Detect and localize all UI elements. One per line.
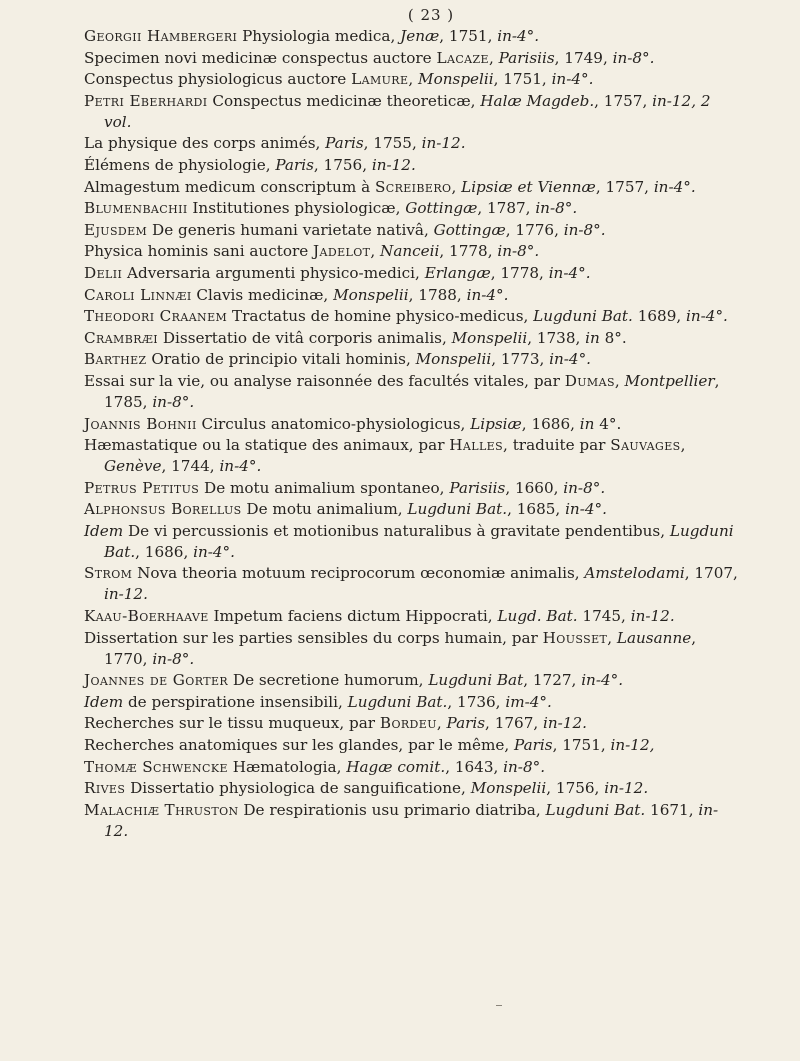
bibliography-entry (84, 371, 738, 413)
bibliography-entry (84, 328, 738, 349)
author-name: Rives (84, 779, 126, 798)
italic-text: Halæ Magdeb. (480, 91, 595, 110)
entry-text: Élémens de physiologie, (84, 155, 276, 174)
bibliography-entry (84, 48, 738, 69)
entry-text: , 1751, (493, 70, 552, 89)
entry-text: De secretione humorum, (228, 671, 429, 690)
italic-text: Parisiis (498, 48, 555, 67)
author-name: Strom (84, 564, 133, 583)
bibliography-entry (84, 133, 738, 154)
bibliography-entry (84, 263, 738, 284)
bibliography-entry (84, 800, 738, 842)
entry-text: 1671, (645, 800, 699, 819)
italic-text: in-12, (610, 736, 655, 755)
italic-text: Lugduni Bat. (545, 800, 646, 819)
entry-text: , 1776, (505, 220, 564, 239)
italic-text: in-8°. (503, 757, 546, 776)
italic-text: in-8°. (152, 649, 195, 668)
entry-text: , 1685, (507, 500, 566, 519)
italic-text: Paris (514, 736, 553, 755)
italic-text: Lausanne (616, 628, 692, 647)
entry-text: , (488, 48, 499, 67)
bibliography-entry (84, 499, 738, 520)
entry-text: , 1756, (313, 155, 372, 174)
italic-text: in-12. (543, 714, 587, 733)
author-name: Kaau-Boerhaave (84, 607, 209, 626)
italic-text: in-4°. (581, 671, 624, 690)
bibliography-entry (84, 306, 738, 327)
bibliography-entry (84, 692, 738, 713)
author-name: Halles (449, 436, 504, 455)
author-name: Alphonsus Borellus (84, 500, 242, 519)
italic-text: Lipsiæ (470, 414, 522, 433)
italic-text: in-12. (104, 800, 719, 840)
entry-text: De motu animalium spontaneo, (199, 478, 450, 497)
entry-text: La physique des corps animés, (84, 134, 326, 153)
author-name: Theodori Craanem (84, 307, 228, 326)
bibliography-entry (84, 606, 738, 627)
author-name: Georgii Hambergeri (84, 27, 238, 45)
entry-text: , 1751, (439, 27, 498, 45)
entry-text: Recherches anatomiques sur les glandes, par le même, (84, 736, 515, 755)
bibliography-entry (84, 198, 738, 219)
entry-text: 1745, (577, 607, 631, 626)
entry-text: , 1778, (439, 242, 498, 261)
entry-text: Nova theoria motuum reciprocorum œconomiæ animalis, (132, 564, 585, 583)
italic-text: Lugduni Bat. (104, 521, 734, 561)
author-name: Delii (84, 263, 123, 282)
entry-text: , (451, 177, 462, 196)
author-name: Lamure (351, 70, 409, 89)
bibliography-entry (84, 414, 738, 435)
entry-text: , 1788, (408, 285, 467, 304)
italic-text: Idem (84, 692, 124, 711)
entry-text: De motu animalium, (241, 500, 408, 519)
italic-text: in-8°. (563, 220, 606, 239)
italic-text: Monspelii (470, 779, 547, 798)
author-name: Petrus Petitus (84, 478, 200, 497)
italic-text: in-8°. (535, 199, 578, 218)
entry-text: , 1756, (546, 779, 605, 798)
italic-text: Parisiis (449, 478, 506, 497)
italic-text: Monspelii (333, 285, 409, 304)
entry-text: 4°. (594, 414, 622, 433)
entry-text: , (614, 371, 625, 390)
italic-text: Gottingæ (433, 220, 506, 239)
entry-text: de perspiratione insensibili, (123, 692, 348, 711)
author-name: Petri Eberhardi (84, 91, 208, 110)
entry-text: De generis humani varietate nativâ, (147, 220, 434, 239)
entry-text: Dissertatio de vitâ corporis animalis, (158, 328, 452, 347)
entry-text: , 1767, (485, 714, 544, 733)
author-name: Lacaze (436, 48, 489, 67)
entry-text: Dissertatio physiologica de sanguificatione, (125, 779, 471, 798)
italic-text: Nanceii (380, 242, 440, 261)
italic-text: Lugd. Bat. (497, 607, 578, 626)
entry-text: , 1744, (161, 457, 220, 476)
author-name: Blumenbachii (84, 199, 188, 218)
author-name: Crambræi (84, 328, 159, 347)
entry-text: , 1755, (363, 134, 422, 153)
entry-text: 1689, (632, 307, 687, 326)
entry-text: , (370, 242, 381, 261)
entry-text: , 1770, (104, 628, 697, 668)
italic-text: in-4°. (565, 500, 607, 519)
author-name: Caroli Linnæi (84, 285, 192, 304)
author-name: Dumas (564, 371, 615, 390)
bibliography-entry (84, 155, 738, 176)
bibliography-entry (84, 69, 738, 90)
italic-text: in-4°. (686, 307, 728, 326)
entry-text: , 1751, (552, 736, 611, 755)
entry-text: , traduite par (503, 436, 611, 455)
italic-text: in (579, 414, 595, 433)
bibliography-list (84, 26, 738, 842)
bibliography-entry (84, 285, 738, 306)
author-name: Joannis Bohnii (84, 414, 197, 433)
author-name: Joannes de Gorter (84, 671, 229, 690)
scan-mark (496, 1005, 502, 1006)
italic-text: in-4°. (548, 263, 591, 282)
italic-text: in-12. (630, 607, 675, 626)
author-name: Bordeu (379, 714, 437, 733)
entry-text: Conspectus medicinæ theoreticæ, (207, 91, 481, 110)
entry-text: , 1686, (135, 542, 194, 561)
entry-text: Tractatus de homine physico-medicus, (227, 307, 534, 326)
entry-text: Physica hominis sani auctore (84, 242, 314, 261)
entry-text: Institutiones physiologicæ, (187, 199, 406, 218)
author-name: Housset (542, 628, 608, 647)
author-name: Thomæ Schwencke (84, 757, 228, 776)
bibliography-entry (84, 91, 738, 133)
italic-text: Lugduni Bat. (407, 500, 508, 519)
bibliography-entry (84, 521, 738, 563)
entry-text: De vi percussionis et motionibus naturalibus à gravitate pendentibus, (123, 521, 670, 540)
entry-text: Oratio de principio vitali hominis, (146, 350, 416, 369)
bibliography-entry (84, 220, 738, 241)
italic-text: in-8°. (612, 48, 655, 67)
entry-text: Conspectus physiologicus auctore (84, 70, 352, 89)
italic-text: in-4°. (551, 70, 594, 89)
italic-text: Paris (275, 155, 314, 174)
italic-text: Montpellier (624, 371, 715, 390)
entry-text: Adversaria argumenti physico-medici, (122, 263, 425, 282)
entry-text: , 1686, (521, 414, 580, 433)
entry-text: De respirationis usu primario diatriba, (238, 800, 546, 819)
entry-text: Dissertation sur les parties sensibles du corps humain, par (84, 628, 543, 647)
entry-text: Hæmastatique ou la statique des animaux, par (84, 436, 450, 455)
entry-text: Clavis medicinæ, (191, 285, 334, 304)
entry-text: , 1773, (491, 350, 550, 369)
italic-text: im-4°. (505, 692, 552, 711)
entry-text: Hæmatologia, (227, 757, 347, 776)
entry-text: Physiologia medica, (237, 27, 401, 45)
italic-text: Idem (84, 521, 124, 540)
bibliography-entry (84, 349, 738, 370)
bibliography-entry (84, 757, 738, 778)
entry-text: , (680, 436, 686, 455)
bibliography-entry (84, 670, 738, 691)
italic-text: in (585, 328, 600, 347)
entry-text: Impetum faciens dictum Hippocrati, (208, 607, 498, 626)
italic-text: in-4°. (497, 27, 540, 45)
entry-text: , 1749, (554, 48, 613, 67)
italic-text: in-8°. (497, 242, 540, 261)
bibliography-entry (84, 241, 738, 262)
italic-text: Hagæ comit. (346, 757, 446, 776)
entry-text: Almagestum medicum conscriptum à (84, 177, 375, 196)
author-name: Jadelot (313, 242, 371, 261)
italic-text: Paris (325, 134, 364, 153)
author-name: Barthez (84, 350, 147, 369)
italic-text: in-12. (421, 134, 466, 153)
italic-text: in-4°. (219, 457, 262, 476)
italic-text: Lipsiæ et Viennæ (461, 177, 596, 196)
bibliography-entry (84, 563, 738, 605)
author-name: Sauvages (610, 436, 681, 455)
italic-text: Paris (446, 714, 486, 733)
italic-text: Amstelodami (584, 564, 685, 583)
italic-text: Erlangæ (424, 263, 491, 282)
italic-text: in-12. (104, 585, 148, 604)
author-name: Malachiæ Thruston (84, 800, 239, 819)
bibliography-entry (84, 26, 738, 47)
bibliography-entry (84, 628, 738, 670)
bibliography-entry (84, 435, 738, 477)
bibliography-entry (84, 713, 738, 734)
entry-text: , 1785, (104, 371, 720, 411)
italic-text: Lugduni Bat. (347, 692, 448, 711)
entry-text: , (408, 70, 419, 89)
entry-text: , 1643, (445, 757, 504, 776)
italic-text: Jenæ (400, 27, 440, 45)
italic-text: Monspelii (451, 328, 528, 347)
entry-text: , 1736, (447, 692, 506, 711)
bibliography-entry (84, 735, 738, 756)
author-name: Ejusdem (84, 220, 148, 239)
italic-text: Lugduni Bat (428, 671, 524, 690)
italic-text: in-4°. (466, 285, 509, 304)
italic-text: Genève (104, 457, 162, 476)
entry-text: , 1738, (527, 328, 586, 347)
italic-text: Monspelii (418, 70, 494, 89)
bibliography-entry (84, 177, 738, 198)
italic-text: in-4°. (653, 177, 696, 196)
italic-text: Monspelii (415, 350, 492, 369)
page-number: ( 23 ) (407, 6, 455, 24)
entry-text: , 1707, (684, 564, 738, 583)
italic-text: Lugduni Bat. (533, 307, 633, 326)
entry-text: , 1778, (490, 263, 549, 282)
entry-text: , 1757, (594, 91, 653, 110)
entry-text: , 1757, (595, 177, 654, 196)
entry-text: 8°. (599, 328, 627, 347)
entry-text: , 1727, (523, 671, 582, 690)
entry-text: , (436, 714, 447, 733)
entry-text: , 1660, (505, 478, 564, 497)
entry-text: , (607, 628, 617, 647)
bibliography-entry (84, 478, 738, 499)
entry-text: Recherches sur le tissu muqueux, par (84, 714, 380, 733)
italic-text: in-8°. (152, 392, 195, 411)
italic-text: in-12. (604, 779, 649, 798)
bibliography-entry (84, 778, 738, 799)
italic-text: in-12, 2 vol. (104, 91, 711, 131)
entry-text: Specimen novi medicinæ conspectus auctore (84, 48, 437, 67)
entry-text: Circulus anatomico-physiologicus, (196, 414, 471, 433)
entry-text: Essai sur la vie, ou analyse raisonnée des facultés vitales, par (84, 371, 565, 390)
italic-text: Gottingæ (405, 199, 478, 218)
italic-text: in-4°. (549, 350, 592, 369)
italic-text: in-4°. (193, 542, 235, 561)
author-name: Screibero (374, 177, 452, 196)
entry-text: , 1787, (477, 199, 536, 218)
italic-text: in-8°. (563, 478, 606, 497)
italic-text: in-12. (371, 155, 416, 174)
